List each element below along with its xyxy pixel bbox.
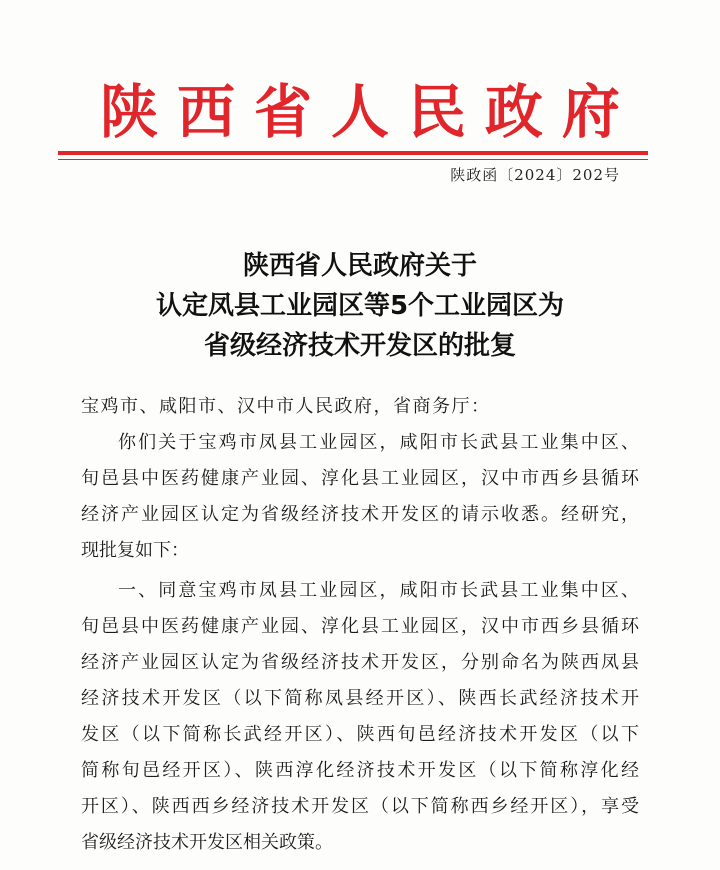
body-line: 简称旬邑经开区）、陕西淳化经济技术开发区（以下简称淳化经 <box>81 760 639 781</box>
red-divider-thick <box>58 151 648 155</box>
body-line: 经济产业园区认定为省级经济技术开发区的请示收悉。经研究， <box>81 504 639 525</box>
red-divider-thin <box>58 159 648 160</box>
title-line: 陕西省人民政府关于 <box>242 251 477 281</box>
document-title <box>0 246 720 366</box>
addressee-line: 宝鸡市、咸阳市、汉中市人民政府，省商务厅： <box>81 396 491 417</box>
body-line: 经济技术开发区（以下简称凤县经开区）、陕西长武经济技术开 <box>81 688 639 709</box>
title-line: 省级经济技术开发区的批复 <box>203 331 516 361</box>
body-line: 旬邑县中医药健康产业园、淳化县工业园区，汉中市西乡县循环 <box>81 468 639 489</box>
masthead-title <box>100 74 620 150</box>
body-line: 开区）、陕西西乡经济技术开发区（以下简称西乡经开区），享受 <box>81 796 639 817</box>
document-number: 陕政函〔2024〕202号 <box>450 166 620 184</box>
body-line: 现批复如下： <box>81 540 189 561</box>
title-line: 认定凤县工业园区等5个工业园区为 <box>155 291 565 321</box>
masthead-char: 府 <box>561 78 620 146</box>
masthead-char: 陕 <box>100 78 159 146</box>
masthead-char: 民 <box>407 78 466 146</box>
body-line: 省级经济技术开发区相关政策。 <box>81 832 333 853</box>
masthead-char: 省 <box>253 78 312 146</box>
masthead-char: 西 <box>176 78 235 146</box>
masthead-char: 人 <box>330 78 389 146</box>
body-line: 你们关于宝鸡市凤县工业园区，咸阳市长武县工业集中区、 <box>118 432 639 453</box>
body-line: 发区（以下简称长武经开区）、陕西旬邑经济技术开发区（以下 <box>81 724 639 745</box>
body-line: 一、同意宝鸡市凤县工业园区，咸阳市长武县工业集中区、 <box>118 580 639 601</box>
body-line: 经济产业园区认定为省级经济技术开发区，分别命名为陕西凤县 <box>81 652 639 673</box>
masthead-char: 政 <box>484 78 543 146</box>
body-line: 旬邑县中医药健康产业园、淳化县工业园区，汉中市西乡县循环 <box>81 616 639 637</box>
